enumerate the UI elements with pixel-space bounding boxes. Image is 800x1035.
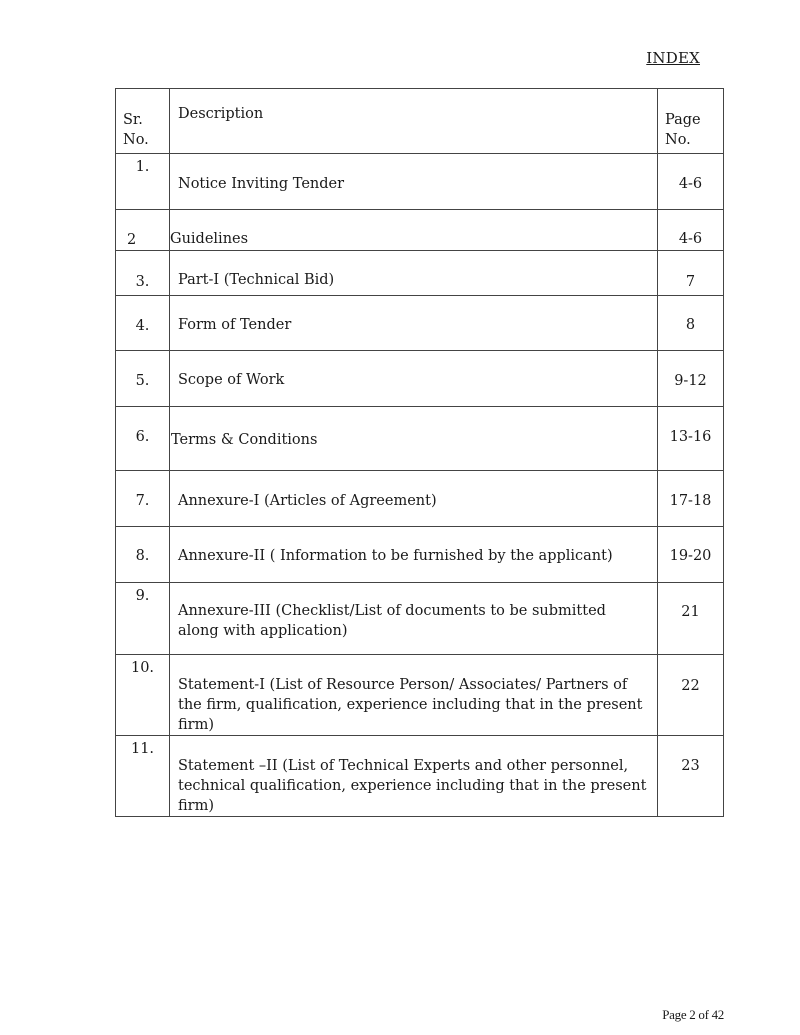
row-page: 13-16 xyxy=(669,429,712,445)
row-sr: 1. xyxy=(135,159,150,175)
header-description-label: Description xyxy=(178,106,264,122)
row-sr: 5. xyxy=(135,373,150,389)
index-table xyxy=(115,88,724,817)
row-page: 8 xyxy=(685,317,696,333)
table-row xyxy=(116,736,724,817)
row-sr: 8. xyxy=(135,548,150,564)
row-page: 7 xyxy=(685,274,696,290)
header-cell-description xyxy=(170,89,658,154)
row-page: 22 xyxy=(681,678,700,694)
row-sr: 10. xyxy=(130,660,155,676)
table-row xyxy=(116,655,724,736)
table-header-row xyxy=(116,89,724,154)
header-page-label: Page No. xyxy=(665,112,701,148)
row-sr: 2 xyxy=(127,232,137,248)
row-description: Annexure-III (Checklist/List of documents to be submitted along with application) xyxy=(178,603,606,639)
table-row xyxy=(116,251,724,296)
row-page: 17-18 xyxy=(669,493,712,509)
row-page: 23 xyxy=(681,758,700,774)
table-row xyxy=(116,407,724,471)
table-row xyxy=(116,210,724,251)
row-description: Annexure-II ( Information to be furnished by the applicant) xyxy=(178,548,613,564)
row-page: 21 xyxy=(681,604,700,620)
row-description: Notice Inviting Tender xyxy=(178,176,345,192)
row-description: Scope of Work xyxy=(178,372,285,388)
row-sr: 7. xyxy=(135,493,150,509)
row-description: Guidelines xyxy=(170,231,249,247)
page-title: INDEX xyxy=(646,49,700,67)
table-row xyxy=(116,527,724,583)
row-page: 19-20 xyxy=(669,548,712,564)
page-number-footer: Page 2 of 42 xyxy=(662,1007,724,1022)
row-sr: 9. xyxy=(135,588,150,604)
table-row xyxy=(116,583,724,655)
row-sr: 6. xyxy=(135,429,150,445)
row-page: 4-6 xyxy=(678,176,703,192)
table-row xyxy=(116,154,724,210)
row-description: Form of Tender xyxy=(178,317,292,333)
header-cell-page xyxy=(658,89,724,154)
row-page: 4-6 xyxy=(678,231,703,247)
row-description: Statement –II (List of Technical Experts and other personnel, technical qualification, experience including that in the present firm) xyxy=(178,758,647,814)
row-description: Terms & Conditions xyxy=(171,432,318,448)
header-sr-label: Sr. No. xyxy=(123,112,149,148)
row-description: Part-I (Technical Bid) xyxy=(178,272,335,288)
row-sr: 11. xyxy=(130,741,155,757)
table-row xyxy=(116,296,724,351)
table-row xyxy=(116,351,724,407)
row-sr: 4. xyxy=(135,318,150,334)
row-sr: 3. xyxy=(135,274,150,290)
row-description: Annexure-I (Articles of Agreement) xyxy=(178,493,437,509)
row-description: Statement-I (List of Resource Person/ Associates/ Partners of the firm, qualification, experience including that in the present firm) xyxy=(178,677,643,733)
table-row xyxy=(116,471,724,527)
header-cell-sr xyxy=(116,89,170,154)
row-page: 9-12 xyxy=(674,373,707,389)
